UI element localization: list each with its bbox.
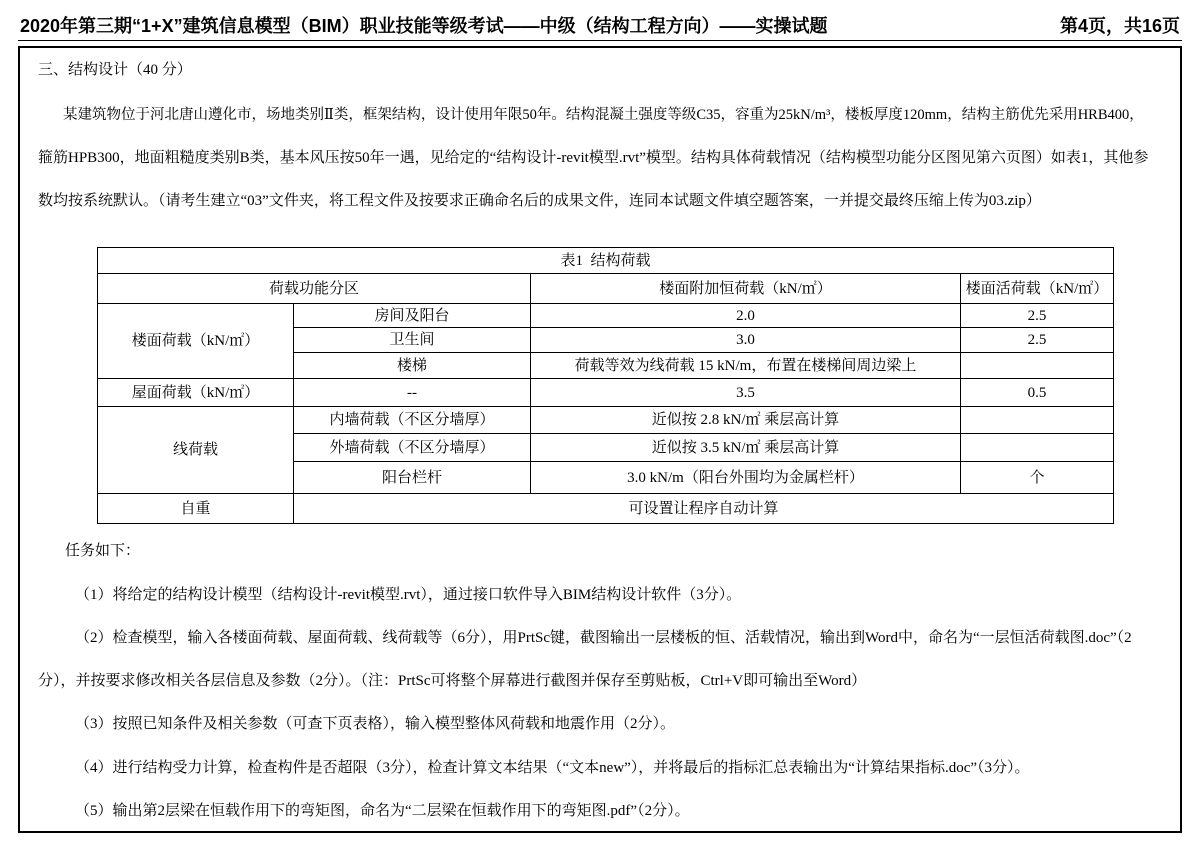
- header-dead-load-text: 楼面附加恒荷载（kN/㎡）: [659, 280, 832, 297]
- task-line-1: （1）将给定的结构设计模型（结构设计-revit模型.rvt），通过接口软件导入BIM结构设计软件（3分）。: [75, 587, 742, 603]
- section-title: 三、结构设计（40 分）: [38, 62, 192, 78]
- dead-load-text: 3.5: [736, 384, 755, 401]
- intro-line-1: 某建筑物位于河北唐山遵化市，场地类别Ⅱ类，框架结构，设计使用年限50年。结构混凝土强度等级C35，容重为25kN/m³，楼板厚度120mm，结构主筋优先采用HRB400，: [63, 107, 1144, 123]
- dead-load-cell: [531, 434, 961, 462]
- zone-cell: [294, 304, 531, 328]
- zone-cell: [294, 353, 531, 379]
- zone-cell: [294, 407, 531, 434]
- header-rule: [18, 40, 1182, 41]
- zone-text: 楼梯: [396, 357, 427, 374]
- self-weight-value-text: 可设置让程序自动计算: [628, 500, 779, 517]
- task-line-3: （3）按照已知条件及相关参数（可查下页表格），输入模型整体风荷载和地震作用（2分）。: [75, 716, 676, 732]
- task-line-2: （2）检查模型，输入各楼面荷载、屋面荷载、线荷载等（6分），用PrtSc键，截图输出一层楼板的恒、活载情况，输出到Word中，命名为“一层恒活荷载图.doc”（2: [75, 630, 1132, 646]
- dead-load-text: 近似按 3.5 kN/㎡ 乘层高计算: [651, 439, 840, 456]
- page-header-title: 2020年第三期“1+X”建筑信息模型（BIM）职业技能等级考试——中级（结构工程方向）——实操试题: [20, 16, 828, 36]
- dead-load-text: 3.0: [736, 332, 755, 348]
- live-load-cell: [961, 462, 1114, 494]
- tasks-title: 任务如下：: [65, 543, 141, 559]
- self-weight-label-text: 自重: [180, 500, 211, 517]
- live-load-cell: [961, 304, 1114, 328]
- zone-text: --: [407, 384, 417, 401]
- task-line-4: （4）进行结构受力计算，检查构件是否超限（3分），检查计算文本结果（“文本new”），并将最后的指标汇总表输出为“计算结果指标.doc”（3分）。: [75, 760, 1030, 776]
- header-live-load: [961, 274, 1114, 304]
- line-load-label: [98, 407, 294, 494]
- live-load-cell: [961, 328, 1114, 353]
- live-load-text: 0.5: [1027, 384, 1047, 401]
- zone-cell: [294, 462, 531, 494]
- dead-load-cell: [531, 304, 961, 328]
- dead-load-text: 近似按 2.8 kN/㎡ 乘层高计算: [651, 412, 840, 428]
- header-dead-load: [531, 274, 961, 304]
- dead-load-cell: [531, 353, 961, 379]
- live-load-cell-empty: [961, 353, 1114, 379]
- header-load-zone-text: 荷载功能分区: [268, 280, 359, 297]
- task-line-2-continued: 分），并按要求修改相关各层信息及参数（2分）。（注：PrtSc可将整个屏幕进行截图并保存至剪贴板，Ctrl+V即可输出至Word）: [38, 673, 867, 689]
- live-load-text: 2.5: [1027, 332, 1047, 348]
- table-caption: [98, 248, 1114, 274]
- zone-cell: [294, 379, 531, 407]
- task-line-5: （5）输出第2层梁在恒载作用下的弯矩图，命名为“二层梁在恒载作用下的弯矩图.pdf”（2分）。: [75, 803, 690, 819]
- intro-line-3: 数均按系统默认。（请考生建立“03”文件夹，将工程文件及按要求正确命名后的成果文件，连同本试题文件填空题答案，一并提交最终压缩上传为03.zip）: [38, 193, 1041, 209]
- live-load-text: 个: [1029, 469, 1045, 486]
- self-weight-value: [294, 494, 1114, 524]
- floor-load-label-text: 楼面荷载（kN/㎡）: [131, 333, 260, 349]
- dead-load-text: 荷载等效为线荷载 15 kN/m，布置在楼梯间周边梁上: [574, 357, 917, 374]
- header-load-zone: [98, 274, 531, 304]
- line-load-label-text: 线荷载: [172, 442, 218, 458]
- zone-text: 阳台栏杆: [381, 469, 442, 486]
- live-load-text: 2.5: [1027, 307, 1047, 324]
- table-caption-text: 表1 结构荷载: [560, 252, 651, 269]
- dead-load-text: 2.0: [736, 307, 755, 324]
- header-live-load-text: 楼面活荷载（kN/㎡）: [965, 280, 1109, 297]
- dead-load-cell: [531, 379, 961, 407]
- zone-text: 外墙荷载（不区分墙厚）: [329, 439, 495, 456]
- intro-line-2: 箍筋HPB300，地面粗糙度类别B类，基本风压按50年一遇，见给定的“结构设计-revit模型.rvt”模型。结构具体荷载情况（结构模型功能分区图见第六页图）如表1，其他参: [38, 150, 1149, 166]
- roof-load-label-text: 屋面荷载（kN/㎡）: [131, 384, 260, 401]
- dead-load-cell: [531, 407, 961, 434]
- self-weight-label: [98, 494, 294, 524]
- dead-load-text: 3.0 kN/m（阳台外围均为金属栏杆）: [627, 469, 864, 486]
- live-load-cell-empty: [961, 407, 1114, 434]
- dead-load-cell: [531, 462, 961, 494]
- floor-load-label: [98, 304, 294, 379]
- page-number: 第4页，共16页: [1059, 16, 1180, 36]
- structural-load-table: [97, 247, 1114, 524]
- zone-cell: [294, 328, 531, 353]
- live-load-cell-empty: [961, 434, 1114, 462]
- zone-text: 内墙荷载（不区分墙厚）: [329, 412, 495, 428]
- live-load-cell: [961, 379, 1114, 407]
- zone-text: 房间及阳台: [374, 307, 450, 324]
- dead-load-cell: [531, 328, 961, 353]
- zone-cell: [294, 434, 531, 462]
- roof-load-label: [98, 379, 294, 407]
- zone-text: 卫生间: [389, 332, 435, 348]
